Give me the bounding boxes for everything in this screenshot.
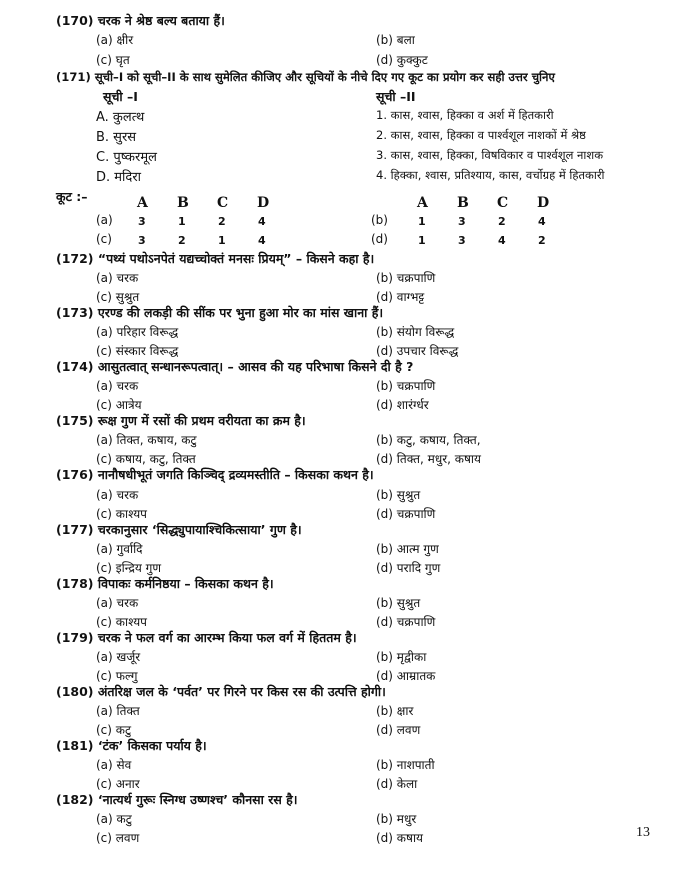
option-173-d: (d) उपचार विरूद्ध xyxy=(376,344,459,358)
option-174-c: (c) आत्रेय xyxy=(96,398,142,412)
option-180-d: (d) लवण xyxy=(376,723,421,737)
option-170-a: (a) क्षीर xyxy=(96,33,134,47)
option-173-b: (b) संयोग विरूद्ध xyxy=(376,325,455,339)
question-172: (172) “पथ्यं पथोऽनपेतं यद्यच्चोक्तं मनसः प्रियम्” – किसने कहा है। xyxy=(56,251,375,266)
kut-value: 4 xyxy=(538,215,546,228)
kut-value: 1 xyxy=(218,234,226,247)
kut-value: 4 xyxy=(498,234,506,247)
kut-option-a-label: (a) xyxy=(96,213,113,227)
kut-value: 3 xyxy=(458,234,466,247)
option-172-a: (a) चरक xyxy=(96,271,139,285)
kut-value: 1 xyxy=(418,234,426,247)
kut-letter: B xyxy=(177,195,189,211)
option-182-b: (b) मधुर xyxy=(376,812,417,826)
option-178-d: (d) चक्रपाणि xyxy=(376,615,436,629)
option-175-b: (b) कटु, कषाय, तिक्त, xyxy=(376,433,481,447)
option-177-d: (d) परादि गुण xyxy=(376,561,441,575)
kut-letter: D xyxy=(537,195,550,211)
option-170-d: (d) कुक्कुट xyxy=(376,53,428,67)
list1-header: सूची –I xyxy=(103,89,138,104)
option-182-c: (c) लवण xyxy=(96,831,140,845)
question-170: (170) चरक ने श्रेष्ठ बल्य बताया हैं। xyxy=(56,13,225,28)
option-181-a: (a) सेव xyxy=(96,758,132,772)
kut-value: 2 xyxy=(218,215,226,228)
kut-value: 1 xyxy=(178,215,186,228)
option-182-a: (a) कटु xyxy=(96,812,132,826)
kut-value: 1 xyxy=(418,215,426,228)
option-177-a: (a) गुर्वादि xyxy=(96,542,143,556)
question-176: (176) नानौषधीभूतं जगति किञ्चिद् द्रव्यमस्तीति – किसका कथन है। xyxy=(56,467,374,482)
question-175: (175) रूक्ष गुण में रसों की प्रथम वरीयता का क्रम है। xyxy=(56,413,306,428)
kut-value: 3 xyxy=(138,215,146,228)
kut-option-c-label: (c) xyxy=(96,232,112,246)
option-175-c: (c) कषाय, कटु, तिक्त xyxy=(96,452,196,466)
option-178-a: (a) चरक xyxy=(96,596,139,610)
question-182: (182) ‘नात्यर्थ गुरूः स्निग्ध उष्णश्च’ कौनसा रस है। xyxy=(56,792,298,807)
kut-value: 4 xyxy=(258,215,266,228)
kut-value: 3 xyxy=(138,234,146,247)
kut-option-b-label: (b) xyxy=(371,213,388,227)
option-177-b: (b) आत्म गुण xyxy=(376,542,439,556)
kut-value: 2 xyxy=(538,234,546,247)
option-182-d: (d) कषाय xyxy=(376,831,424,845)
option-181-d: (d) केला xyxy=(376,777,418,791)
list2-item-3: 3. कास, श्वास, हिक्का, विषविकार व पार्श्वशूल नाशक xyxy=(376,148,604,162)
option-176-b: (b) सुश्रुत xyxy=(376,488,421,502)
option-181-b: (b) नाशपाती xyxy=(376,758,435,772)
option-176-a: (a) चरक xyxy=(96,488,139,502)
kut-value: 3 xyxy=(458,215,466,228)
option-174-d: (d) शारंर्ग्धर xyxy=(376,398,429,412)
question-174: (174) आसुतत्वात् सन्धानरूपत्वात्। – आसव की यह परिभाषा किसने दी है ? xyxy=(56,359,414,374)
option-174-a: (a) चरक xyxy=(96,379,139,393)
question-179: (179) चरक ने फल वर्ग का आरम्भ किया फल वर्ग में हिततम है। xyxy=(56,630,357,645)
option-177-c: (c) इन्द्रिय गुण xyxy=(96,561,162,575)
option-180-c: (c) कटु xyxy=(96,723,132,737)
list1-item-b: B. सुरस xyxy=(96,130,137,145)
kut-value: 4 xyxy=(258,234,266,247)
question-180: (180) अंतरिक्ष जल के ‘पर्वत’ पर गिरने पर किस रस की उत्पत्ति होगी। xyxy=(56,684,386,699)
kut-label: कूट :– xyxy=(56,189,88,204)
list2-header: सूची –II xyxy=(376,89,416,104)
kut-value: 2 xyxy=(178,234,186,247)
option-172-c: (c) सुश्रुत xyxy=(96,290,140,304)
option-170-b: (b) बला xyxy=(376,33,415,47)
option-173-c: (c) संस्कार विरूद्ध xyxy=(96,344,179,358)
option-172-d: (d) वाग्भट्ट xyxy=(376,290,425,304)
option-175-a: (a) तिक्त, कषाय, कटु xyxy=(96,433,197,447)
option-179-d: (d) आम्रातक xyxy=(376,669,436,683)
kut-letter: C xyxy=(497,195,509,211)
kut-letter: A xyxy=(137,195,148,211)
page-number: 13 xyxy=(636,825,650,840)
option-176-c: (c) काश्यप xyxy=(96,507,147,521)
list2-item-2: 2. कास, श्वास, हिक्का व पार्श्वशूल नाशकों में श्रेष्ठ xyxy=(376,128,586,142)
kut-value: 2 xyxy=(498,215,506,228)
kut-letter: B xyxy=(457,195,469,211)
question-171: (171) सूची–I को सूची–II के साथ सुमेलित कीजिए और सूचियों के नीचे दिए गए कूट का प्रयोग कर सही उत्तर चुनिए xyxy=(56,70,555,84)
question-178: (178) विपाकः कर्मनिष्ठया – किसका कथन है। xyxy=(56,576,274,591)
option-175-d: (d) तिक्त, मधुर, कषाय xyxy=(376,452,481,466)
kut-letter: A xyxy=(417,195,428,211)
question-173: (173) एरण्ड की लकड़ी की सींक पर भुना हुआ मोर का मांस खाना हैं। xyxy=(56,305,384,320)
list2-item-4: 4. हिक्का, श्वास, प्रतिश्याय, कास, वर्चोग्रह में हितकारी xyxy=(376,168,605,182)
option-180-b: (b) क्षार xyxy=(376,704,414,718)
kut-letter: C xyxy=(217,195,229,211)
option-172-b: (b) चक्रपाणि xyxy=(376,271,436,285)
kut-letter: D xyxy=(257,195,270,211)
option-170-c: (c) घृत xyxy=(96,53,130,67)
option-176-d: (d) चक्रपाणि xyxy=(376,507,436,521)
option-180-a: (a) तिक्त xyxy=(96,704,140,718)
option-173-a: (a) परिहार विरूद्ध xyxy=(96,325,179,339)
option-181-c: (c) अनार xyxy=(96,777,140,791)
list1-item-d: D. मदिरा xyxy=(96,170,142,185)
kut-option-d-label: (d) xyxy=(371,232,388,246)
option-178-c: (c) काश्यप xyxy=(96,615,147,629)
option-178-b: (b) सुश्रुत xyxy=(376,596,421,610)
list1-item-a: A. कुलत्थ xyxy=(96,110,145,125)
list1-item-c: C. पुष्करमूल xyxy=(96,150,157,165)
question-181: (181) ‘टंक’ किसका पर्याय है। xyxy=(56,738,207,753)
option-179-b: (b) मृद्वीका xyxy=(376,650,427,664)
option-174-b: (b) चक्रपाणि xyxy=(376,379,436,393)
option-179-c: (c) फल्गु xyxy=(96,669,138,683)
option-179-a: (a) खर्जूर xyxy=(96,650,141,664)
question-177: (177) चरकानुसार ‘सिद्ध्युपायाश्चिकित्साया’ गुण है। xyxy=(56,522,302,537)
list2-item-1: 1. कास, श्वास, हिक्का व अर्श में हितकारी xyxy=(376,108,554,122)
